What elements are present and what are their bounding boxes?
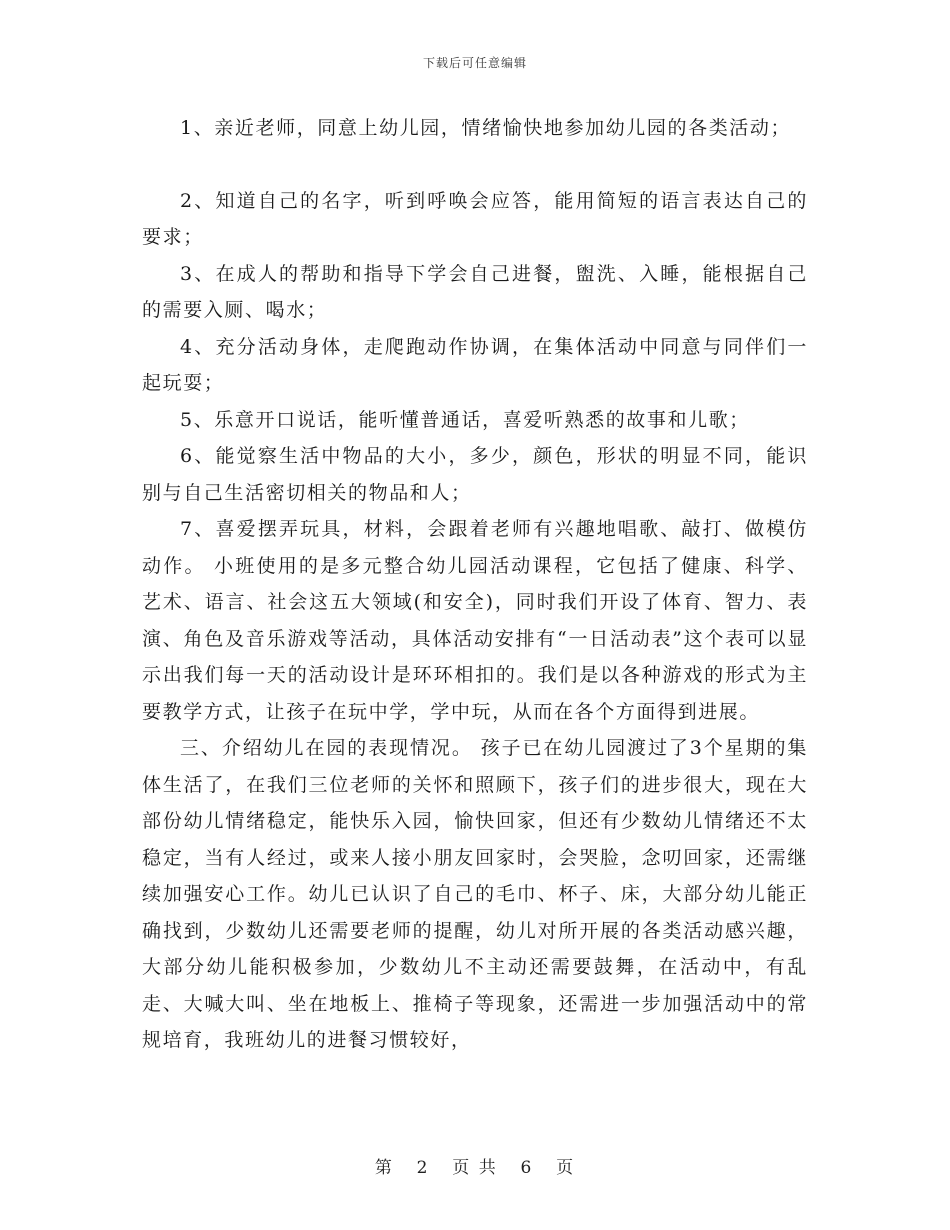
page-label-mid: 页 共 xyxy=(452,1158,498,1178)
paragraph-goal-6: 6、能觉察生活中物品的大小，多少，颜色，形状的明显不同，能识别与自己生活密切相关的物品和人； xyxy=(142,445,808,504)
current-page-number: 2 xyxy=(416,1158,430,1178)
page-footer xyxy=(0,1153,950,1178)
paragraph-goal-5: 5、乐意开口说话，能听懂普通话，喜爱听熟悉的故事和儿歌； xyxy=(180,408,750,431)
paragraph-goal-4: 4、充分活动身体，走爬跑动作协调，在集体活动中同意与同伴们一起玩耍； xyxy=(142,335,808,394)
paragraph-goal-2: 2、知道自己的名字，听到呼唤会应答，能用简短的语言表达自己的要求； xyxy=(142,189,808,248)
page-header-note: 下载后可任意编辑 xyxy=(422,56,527,70)
paragraph-goal-3: 3、在成人的帮助和指导下学会自己进餐，盥洗、入睡，能根据自己的需要入厕、喝水； xyxy=(142,262,808,321)
page-label-suffix: 页 xyxy=(556,1158,576,1178)
page-label-prefix: 第 xyxy=(374,1158,394,1178)
total-pages-number: 6 xyxy=(520,1158,534,1178)
paragraph-goal-1: 1、亲近老师，同意上幼儿园，情绪愉快地参加幼儿园的各类活动； xyxy=(180,117,792,139)
paragraph-goal-7-curriculum: 7、喜爱摆弄玩具，材料，会跟着老师有兴趣地唱歌、敲打、做模仿动作。 小班使用的是多元整合幼儿园活动课程，它包括了健康、科学、艺术、语言、社会这五大领域(和安全)，同时我们开设了体育、智力、表演、角色及音乐游戏等活动，具体活动安排有“一日活动表”这个表可以显示出我们每一天的活动设计是环环相扣的。我们是以各种游戏的形式为主要教学方式，让孩子在玩中学，学中玩，从而在各个方面得到进展。 xyxy=(142,518,808,723)
paragraph-section-three: 三、介绍幼儿在园的表现情况。 孩子已在幼儿园渡过了3个星期的集体生活了，在我们三位老师的关怀和照顾下，孩子们的进步很大，现在大部份幼儿情绪稳定，能快乐入园，愉快回家，但还有少数幼儿情绪还不太稳定，当有人经过，或来人接小朋友回家时，会哭脸，念叨回家，还需继续加强安心工作。幼儿已认识了自己的毛巾、杯子、床，大部分幼儿能正确找到，少数幼儿还需要老师的提醒，幼儿对所开展的各类活动感兴趣，大部分幼儿能积极参加，少数幼儿不主动还需要鼓舞，在活动中，有乱走、大喊大叫、坐在地板上、推椅子等现象，还需进一步加强活动中的常规培育，我班幼儿的进餐习惯较好， xyxy=(142,737,808,1051)
document-body xyxy=(142,110,808,1059)
